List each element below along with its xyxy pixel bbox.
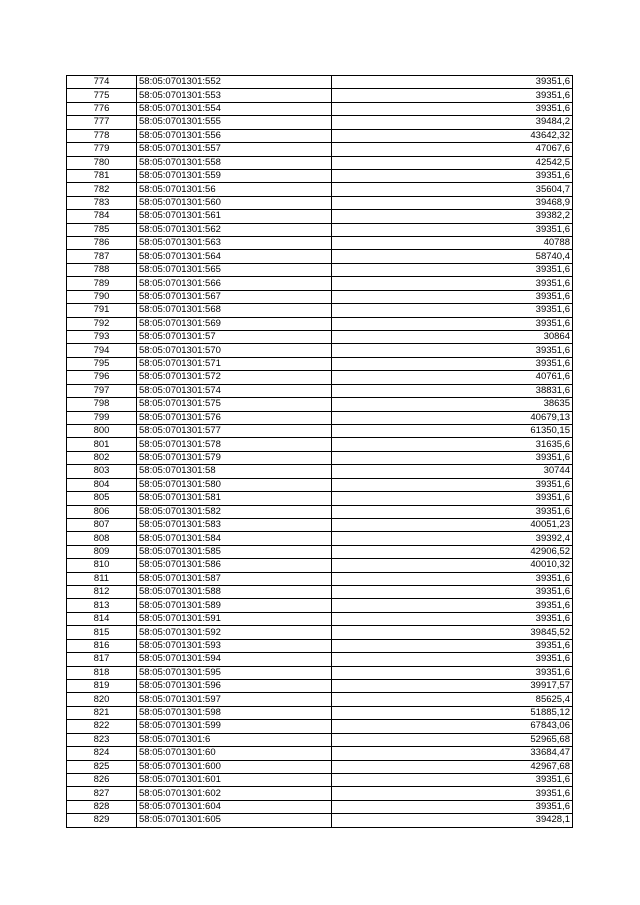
table-row <box>67 116 573 129</box>
value-cell: 40761,6 <box>332 371 573 384</box>
table-row <box>67 210 573 223</box>
row-number-cell: 818 <box>67 666 137 679</box>
row-number-cell: 829 <box>67 814 137 827</box>
value-cell: 47067,6 <box>332 143 573 156</box>
value-cell: 39484,2 <box>332 116 573 129</box>
row-number-cell: 793 <box>67 331 137 344</box>
value-cell: 39351,6 <box>332 277 573 290</box>
table-row <box>67 263 573 276</box>
table-row <box>67 183 573 196</box>
row-number-cell: 803 <box>67 465 137 478</box>
row-number-cell: 796 <box>67 371 137 384</box>
table-row <box>67 290 573 303</box>
value-cell: 33684,47 <box>332 747 573 760</box>
table-row <box>67 653 573 666</box>
row-number-cell: 794 <box>67 344 137 357</box>
table-row <box>67 344 573 357</box>
cadastral-number-cell: 58:05:0701301:594 <box>137 653 332 666</box>
value-cell: 39351,6 <box>332 76 573 89</box>
row-number-cell: 775 <box>67 89 137 102</box>
table-row <box>67 639 573 652</box>
cadastral-number-cell: 58:05:0701301:58 <box>137 465 332 478</box>
cadastral-number-cell: 58:05:0701301:571 <box>137 357 332 370</box>
cadastral-number-cell: 58:05:0701301:562 <box>137 223 332 236</box>
value-cell: 39351,6 <box>332 290 573 303</box>
value-cell: 39351,6 <box>332 223 573 236</box>
cadastral-number-cell: 58:05:0701301:601 <box>137 773 332 786</box>
cadastral-number-cell: 58:05:0701301:566 <box>137 277 332 290</box>
cadastral-number-cell: 58:05:0701301:595 <box>137 666 332 679</box>
cadastral-number-cell: 58:05:0701301:586 <box>137 559 332 572</box>
cadastral-number-cell: 58:05:0701301:565 <box>137 263 332 276</box>
value-cell: 40679,13 <box>332 411 573 424</box>
cadastral-number-cell: 58:05:0701301:592 <box>137 626 332 639</box>
value-cell: 43642,32 <box>332 129 573 142</box>
cadastral-number-cell: 58:05:0701301:6 <box>137 733 332 746</box>
table-row <box>67 317 573 330</box>
table-row <box>67 277 573 290</box>
value-cell: 30744 <box>332 465 573 478</box>
value-cell: 39351,6 <box>332 357 573 370</box>
cadastral-number-cell: 58:05:0701301:558 <box>137 156 332 169</box>
table-row <box>67 424 573 437</box>
table-row <box>67 371 573 384</box>
row-number-cell: 776 <box>67 102 137 115</box>
value-cell: 39382,2 <box>332 210 573 223</box>
cadastral-table <box>66 75 573 828</box>
value-cell: 51885,12 <box>332 706 573 719</box>
value-cell: 39917,57 <box>332 679 573 692</box>
value-cell: 39351,6 <box>332 344 573 357</box>
cadastral-number-cell: 58:05:0701301:605 <box>137 814 332 827</box>
row-number-cell: 817 <box>67 653 137 666</box>
row-number-cell: 802 <box>67 451 137 464</box>
table-row <box>67 733 573 746</box>
value-cell: 39351,6 <box>332 317 573 330</box>
value-cell: 38831,6 <box>332 384 573 397</box>
cadastral-number-cell: 58:05:0701301:572 <box>137 371 332 384</box>
row-number-cell: 812 <box>67 586 137 599</box>
row-number-cell: 808 <box>67 532 137 545</box>
cadastral-number-cell: 58:05:0701301:56 <box>137 183 332 196</box>
row-number-cell: 791 <box>67 304 137 317</box>
value-cell: 85625,4 <box>332 693 573 706</box>
cadastral-number-cell: 58:05:0701301:577 <box>137 424 332 437</box>
row-number-cell: 789 <box>67 277 137 290</box>
value-cell: 40788 <box>332 237 573 250</box>
table-row <box>67 532 573 545</box>
table-row <box>67 787 573 800</box>
cadastral-number-cell: 58:05:0701301:598 <box>137 706 332 719</box>
row-number-cell: 787 <box>67 250 137 263</box>
row-number-cell: 784 <box>67 210 137 223</box>
value-cell: 39351,6 <box>332 653 573 666</box>
row-number-cell: 822 <box>67 720 137 733</box>
table-row <box>67 693 573 706</box>
cadastral-number-cell: 58:05:0701301:581 <box>137 492 332 505</box>
cadastral-number-cell: 58:05:0701301:604 <box>137 800 332 813</box>
value-cell: 39351,6 <box>332 800 573 813</box>
table-row <box>67 492 573 505</box>
row-number-cell: 800 <box>67 424 137 437</box>
row-number-cell: 792 <box>67 317 137 330</box>
table-row <box>67 223 573 236</box>
value-cell: 31635,6 <box>332 438 573 451</box>
table-body <box>67 76 573 828</box>
row-number-cell: 774 <box>67 76 137 89</box>
value-cell: 39351,6 <box>332 263 573 276</box>
table-row <box>67 250 573 263</box>
row-number-cell: 810 <box>67 559 137 572</box>
row-number-cell: 797 <box>67 384 137 397</box>
row-number-cell: 807 <box>67 518 137 531</box>
row-number-cell: 786 <box>67 237 137 250</box>
value-cell: 39351,6 <box>332 773 573 786</box>
row-number-cell: 824 <box>67 747 137 760</box>
value-cell: 39351,6 <box>332 169 573 182</box>
value-cell: 39351,6 <box>332 639 573 652</box>
row-number-cell: 780 <box>67 156 137 169</box>
value-cell: 39351,6 <box>332 586 573 599</box>
table-row <box>67 706 573 719</box>
table-row <box>67 169 573 182</box>
cadastral-number-cell: 58:05:0701301:570 <box>137 344 332 357</box>
row-number-cell: 811 <box>67 572 137 585</box>
table-row <box>67 586 573 599</box>
row-number-cell: 828 <box>67 800 137 813</box>
table-row <box>67 760 573 773</box>
row-number-cell: 809 <box>67 545 137 558</box>
table-row <box>67 814 573 827</box>
cadastral-number-cell: 58:05:0701301:557 <box>137 143 332 156</box>
row-number-cell: 826 <box>67 773 137 786</box>
cadastral-number-cell: 58:05:0701301:600 <box>137 760 332 773</box>
table-row <box>67 505 573 518</box>
table-row <box>67 626 573 639</box>
row-number-cell: 783 <box>67 196 137 209</box>
table-row <box>67 357 573 370</box>
row-number-cell: 788 <box>67 263 137 276</box>
table-row <box>67 411 573 424</box>
cadastral-number-cell: 58:05:0701301:597 <box>137 693 332 706</box>
row-number-cell: 785 <box>67 223 137 236</box>
cadastral-number-cell: 58:05:0701301:575 <box>137 398 332 411</box>
cadastral-number-cell: 58:05:0701301:553 <box>137 89 332 102</box>
row-number-cell: 813 <box>67 599 137 612</box>
row-number-cell: 777 <box>67 116 137 129</box>
table-row <box>67 304 573 317</box>
table-row <box>67 559 573 572</box>
cadastral-number-cell: 58:05:0701301:579 <box>137 451 332 464</box>
cadastral-number-cell: 58:05:0701301:589 <box>137 599 332 612</box>
row-number-cell: 801 <box>67 438 137 451</box>
cadastral-number-cell: 58:05:0701301:582 <box>137 505 332 518</box>
cadastral-number-cell: 58:05:0701301:552 <box>137 76 332 89</box>
cadastral-number-cell: 58:05:0701301:585 <box>137 545 332 558</box>
table-row <box>67 773 573 786</box>
cadastral-number-cell: 58:05:0701301:584 <box>137 532 332 545</box>
value-cell: 39351,6 <box>332 505 573 518</box>
row-number-cell: 799 <box>67 411 137 424</box>
value-cell: 39351,6 <box>332 572 573 585</box>
row-number-cell: 819 <box>67 679 137 692</box>
row-number-cell: 820 <box>67 693 137 706</box>
cadastral-number-cell: 58:05:0701301:567 <box>137 290 332 303</box>
cadastral-number-cell: 58:05:0701301:599 <box>137 720 332 733</box>
row-number-cell: 815 <box>67 626 137 639</box>
cadastral-number-cell: 58:05:0701301:563 <box>137 237 332 250</box>
table-row <box>67 451 573 464</box>
cadastral-number-cell: 58:05:0701301:602 <box>137 787 332 800</box>
table-row <box>67 545 573 558</box>
row-number-cell: 825 <box>67 760 137 773</box>
cadastral-number-cell: 58:05:0701301:583 <box>137 518 332 531</box>
row-number-cell: 790 <box>67 290 137 303</box>
cadastral-number-cell: 58:05:0701301:555 <box>137 116 332 129</box>
row-number-cell: 782 <box>67 183 137 196</box>
cadastral-number-cell: 58:05:0701301:568 <box>137 304 332 317</box>
cadastral-number-cell: 58:05:0701301:560 <box>137 196 332 209</box>
cadastral-number-cell: 58:05:0701301:591 <box>137 612 332 625</box>
value-cell: 39351,6 <box>332 89 573 102</box>
value-cell: 39351,6 <box>332 666 573 679</box>
table-row <box>67 720 573 733</box>
table-row <box>67 331 573 344</box>
table-row <box>67 129 573 142</box>
table-row <box>67 679 573 692</box>
value-cell: 39351,6 <box>332 787 573 800</box>
cadastral-number-cell: 58:05:0701301:578 <box>137 438 332 451</box>
row-number-cell: 827 <box>67 787 137 800</box>
cadastral-number-cell: 58:05:0701301:60 <box>137 747 332 760</box>
table-row <box>67 156 573 169</box>
value-cell: 39351,6 <box>332 451 573 464</box>
value-cell: 39392,4 <box>332 532 573 545</box>
value-cell: 39351,6 <box>332 599 573 612</box>
table-row <box>67 89 573 102</box>
cadastral-number-cell: 58:05:0701301:574 <box>137 384 332 397</box>
value-cell: 42967,68 <box>332 760 573 773</box>
cadastral-number-cell: 58:05:0701301:593 <box>137 639 332 652</box>
row-number-cell: 816 <box>67 639 137 652</box>
table-row <box>67 572 573 585</box>
cadastral-number-cell: 58:05:0701301:588 <box>137 586 332 599</box>
row-number-cell: 821 <box>67 706 137 719</box>
cadastral-number-cell: 58:05:0701301:559 <box>137 169 332 182</box>
table-row <box>67 237 573 250</box>
value-cell: 40010,32 <box>332 559 573 572</box>
value-cell: 42542,5 <box>332 156 573 169</box>
value-cell: 39351,6 <box>332 612 573 625</box>
value-cell: 39845,52 <box>332 626 573 639</box>
row-number-cell: 778 <box>67 129 137 142</box>
row-number-cell: 805 <box>67 492 137 505</box>
value-cell: 39468,9 <box>332 196 573 209</box>
cadastral-number-cell: 58:05:0701301:580 <box>137 478 332 491</box>
value-cell: 40051,23 <box>332 518 573 531</box>
table-row <box>67 747 573 760</box>
table-row <box>67 438 573 451</box>
cadastral-number-cell: 58:05:0701301:561 <box>137 210 332 223</box>
value-cell: 39428,1 <box>332 814 573 827</box>
value-cell: 52965,68 <box>332 733 573 746</box>
value-cell: 38635 <box>332 398 573 411</box>
row-number-cell: 779 <box>67 143 137 156</box>
row-number-cell: 814 <box>67 612 137 625</box>
row-number-cell: 806 <box>67 505 137 518</box>
table-row <box>67 478 573 491</box>
cadastral-number-cell: 58:05:0701301:556 <box>137 129 332 142</box>
cadastral-number-cell: 58:05:0701301:554 <box>137 102 332 115</box>
cadastral-number-cell: 58:05:0701301:587 <box>137 572 332 585</box>
cadastral-number-cell: 58:05:0701301:596 <box>137 679 332 692</box>
value-cell: 58740,4 <box>332 250 573 263</box>
value-cell: 39351,6 <box>332 102 573 115</box>
row-number-cell: 795 <box>67 357 137 370</box>
cadastral-number-cell: 58:05:0701301:564 <box>137 250 332 263</box>
table-row <box>67 518 573 531</box>
row-number-cell: 781 <box>67 169 137 182</box>
cadastral-number-cell: 58:05:0701301:569 <box>137 317 332 330</box>
table-row <box>67 465 573 478</box>
table-row <box>67 612 573 625</box>
value-cell: 30864 <box>332 331 573 344</box>
value-cell: 39351,6 <box>332 478 573 491</box>
table-row <box>67 398 573 411</box>
cadastral-number-cell: 58:05:0701301:576 <box>137 411 332 424</box>
table-row <box>67 102 573 115</box>
table-row <box>67 666 573 679</box>
row-number-cell: 804 <box>67 478 137 491</box>
row-number-cell: 823 <box>67 733 137 746</box>
table-row <box>67 599 573 612</box>
table-row <box>67 800 573 813</box>
row-number-cell: 798 <box>67 398 137 411</box>
table-row <box>67 384 573 397</box>
value-cell: 35604,7 <box>332 183 573 196</box>
value-cell: 39351,6 <box>332 492 573 505</box>
value-cell: 61350,15 <box>332 424 573 437</box>
table-row <box>67 196 573 209</box>
table-row <box>67 143 573 156</box>
value-cell: 42906,52 <box>332 545 573 558</box>
cadastral-number-cell: 58:05:0701301:57 <box>137 331 332 344</box>
value-cell: 67843,06 <box>332 720 573 733</box>
table-row <box>67 76 573 89</box>
value-cell: 39351,6 <box>332 304 573 317</box>
